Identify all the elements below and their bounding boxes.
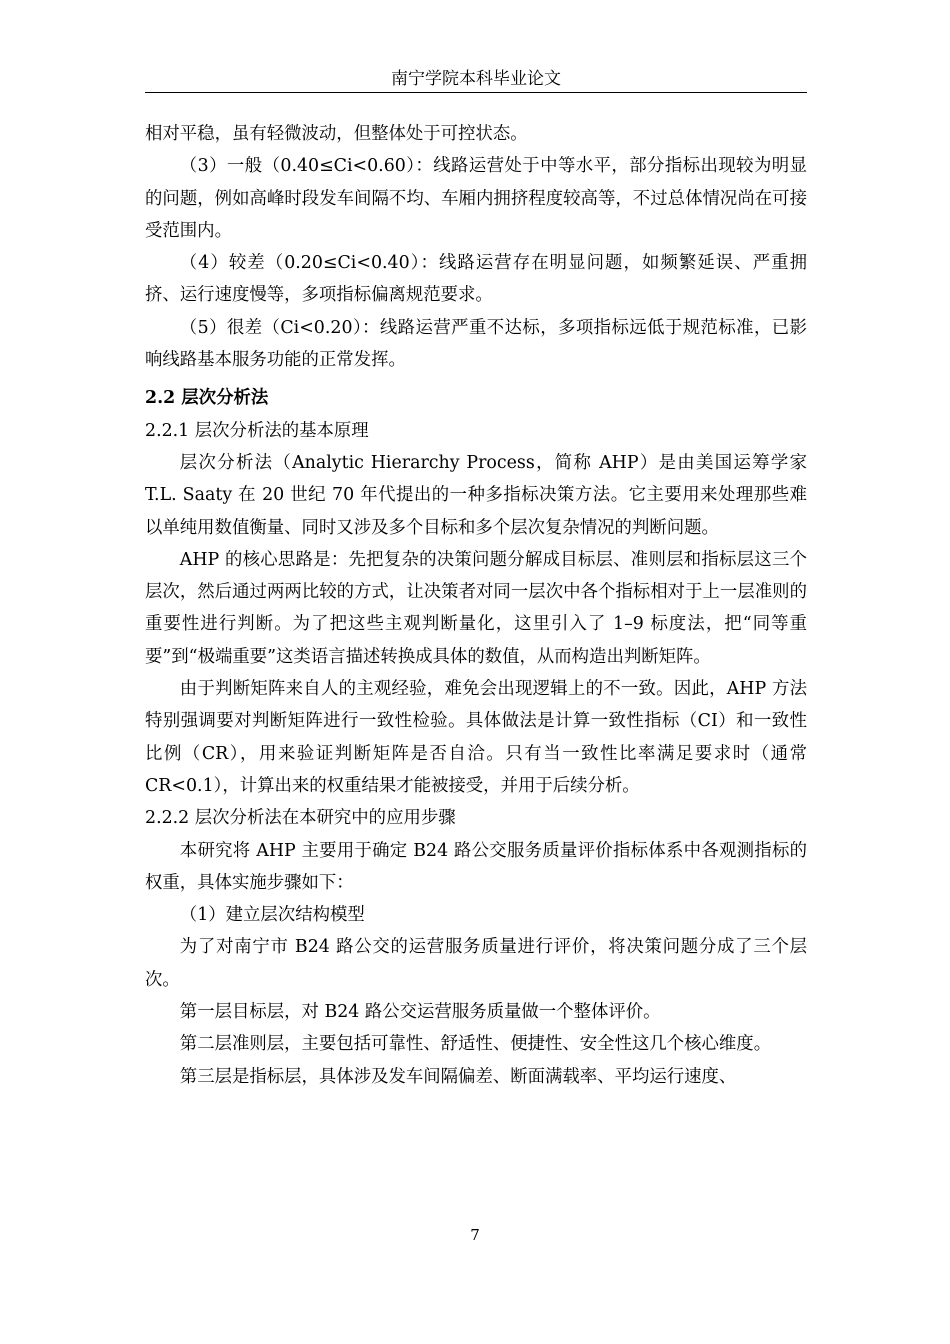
section-heading-2-2: 2.2 层次分析法 bbox=[145, 388, 269, 409]
subsection-heading-2-2-1: 2.2.1 层次分析法的基本原理 bbox=[145, 420, 369, 441]
paragraph-study: 本研究将 AHP 主要用于确定 B24 路公交服务质量评价指标体系中各观测指标的权重，具体实施步骤如下： bbox=[145, 840, 807, 893]
header-rule bbox=[145, 92, 807, 93]
step-1-heading: （1）建立层次结构模型 bbox=[179, 905, 365, 926]
paragraph-ahp-core: AHP 的核心思路是：先把复杂的决策问题分解成目标层、准则层和指标层这三个层次，然后通过两两比较的方式，让决策者对同一层次中各个指标相对于上一层准则的重要性进行判断。为了把这些主观判断量化，这里引入了 1–9 标度法，把“同等重要”到“极端重要”这类语言描述转换成具体的数值，从而构造出判断矩阵。 bbox=[145, 549, 807, 667]
paragraph-continuation: 相对平稳，虽有轻微波动，但整体处于可控状态。 bbox=[145, 124, 528, 144]
paragraph-model: 为了对南宁市 B24 路公交的运营服务质量进行评价，将决策问题分成了三个层次。 bbox=[145, 937, 807, 990]
subsection-heading-2-2-2: 2.2.2 层次分析法在本研究中的应用步骤 bbox=[145, 808, 456, 829]
paragraph-layer-2: 第二层准则层，主要包括可靠性、舒适性、便捷性、安全性这几个核心维度。 bbox=[179, 1034, 772, 1055]
body-text bbox=[145, 118, 807, 1093]
page-header: 南宁学院本科毕业论文 bbox=[391, 69, 561, 89]
paragraph-layer-3: 第三层是指标层，具体涉及发车间隔偏差、断面满载率、平均运行速度、 bbox=[179, 1066, 737, 1087]
paragraph-level-4: （4）较差（0.20≤Ci<0.40）：线路运营存在明显问题，如频繁延误、严重拥挤、运行速度慢等，多项指标偏离规范要求。 bbox=[145, 253, 807, 306]
paragraph-ahp-intro: 层次分析法（Analytic Hierarchy Process，简称 AHP）是由美国运筹学家 T.L. Saaty 在 20 世纪 70 年代提出的一种多指标决策方法。它主要用来处理那些难以单纯用数值衡量、同时又涉及多个目标和多个层次复杂情况的判断问题。 bbox=[145, 452, 807, 538]
paragraph-ahp-consistency: 由于判断矩阵来自人的主观经验，难免会出现逻辑上的不一致。因此，AHP 方法特别强调要对判断矩阵进行一致性检验。具体做法是计算一致性指标（CI）和一致性比例（CR），用来验证判断矩阵是否自洽。只有当一致性比率满足要求时（通常 CR<0.1），计算出来的权重结果才能被接受，并用于后续分析。 bbox=[145, 679, 807, 796]
paragraph-level-5: （5）很差（Ci<0.20）：线路运营严重不达标，多项指标远低于规范标准，已影响线路基本服务功能的正常发挥。 bbox=[145, 317, 807, 371]
paragraph-level-3: （3）一般（0.40≤Ci<0.60）：线路运营处于中等水平，部分指标出现较为明显的问题，例如高峰时段发车间隔不均、车厢内拥挤程度较高等，不过总体情况尚在可接受范围内。 bbox=[145, 156, 807, 241]
page-number: 7 bbox=[470, 1226, 480, 1244]
paragraph-layer-1: 第一层目标层，对 B24 路公交运营服务质量做一个整体评价。 bbox=[179, 1002, 661, 1023]
